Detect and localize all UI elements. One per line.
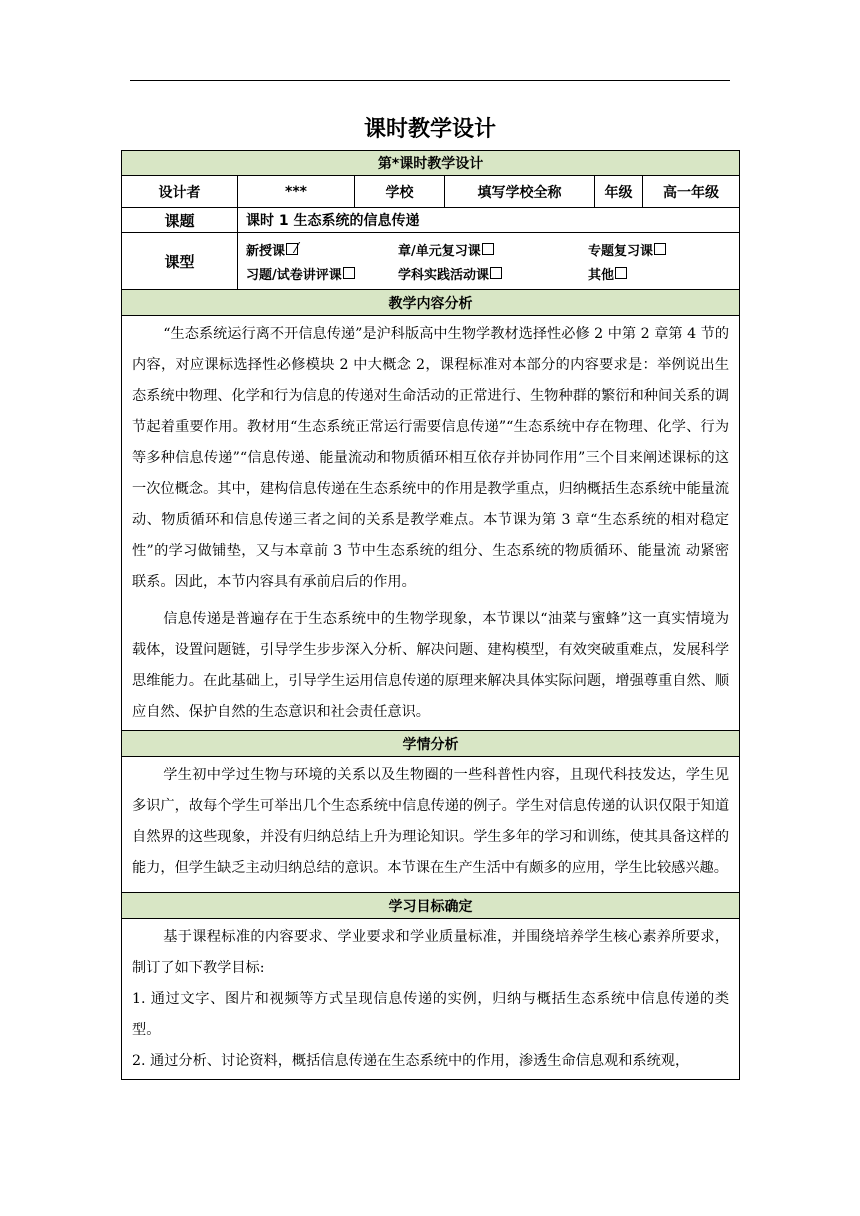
page-title: 课时教学设计 — [363, 117, 496, 142]
student-analysis-body — [122, 757, 740, 893]
checkbox-icon[interactable] — [654, 243, 666, 255]
topic-label: 课题 — [122, 208, 238, 233]
checkbox-checked-icon[interactable] — [286, 243, 298, 255]
type-option-review[interactable] — [398, 240, 588, 259]
checkbox-icon[interactable] — [615, 267, 627, 279]
school-value: 填写学校全称 — [445, 176, 595, 208]
goal-item-2: 2. 通过分析、讨论资料，概括信息传递在生态系统中的作用，渗透生命信息观和系统观， — [132, 1053, 690, 1069]
type-option-label: 专题复习课 — [588, 243, 654, 259]
checkbox-icon[interactable] — [482, 243, 494, 255]
content-analysis-paragraph-2: 信息传递是普遍存在于生态系统中的生物学现象，本节课以“油菜与蜜蜂”这一真实情境为载体，设置问题链，引导学生步步深入分析、解决问题、建构模型，有效突破重难点，发展科学思维能力。在此基础上，引导学生运用信息传递的原理来解决具体实际问题，增强尊重自然、顺应自然、保护自然的生态意识和社会责任意识。 — [132, 611, 730, 720]
checkbox-icon[interactable] — [343, 267, 355, 279]
goals-intro: 基于课程标准的内容要求、学业要求和学业质量标准，并围绕培养学生核心素养所要求，制订了如下教学目标: — [132, 929, 730, 976]
type-option-label: 其他 — [588, 267, 615, 283]
type-option-practice[interactable] — [398, 264, 588, 283]
type-option-new[interactable] — [238, 240, 398, 259]
grade-label: 年级 — [595, 176, 643, 208]
type-option-other[interactable] — [588, 264, 718, 283]
type-option-label: 新授课 — [246, 243, 286, 259]
school-label: 学校 — [355, 176, 445, 208]
content-analysis-body — [122, 316, 740, 731]
table-header: 第*课时教学设计 — [122, 151, 740, 176]
type-option-label: 章/单元复习课 — [398, 243, 481, 259]
type-option-topic-review[interactable] — [588, 240, 718, 259]
type-option-exercise[interactable] — [238, 264, 398, 283]
student-analysis-paragraph: 学生初中学过生物与环境的关系以及生物圈的一些科普性内容，且现代科技发达，学生见多识广，故每个学生可举出几个生态系统中信息传递的例子。学生对信息传递的认识仅限于知道自然界的这些现象，并没有归纳总结上升为理论知识。学生多年的学习和训练，使其具备这样的能力，但学生缺乏主动归纳总结的意识。本节课在生产生活中有颇多的应用，学生比较感兴趣。 — [132, 767, 730, 876]
type-label: 课型 — [122, 233, 238, 290]
goals-heading: 学习目标确定 — [122, 893, 740, 919]
type-option-label: 学科实践活动课 — [398, 267, 490, 283]
student-analysis-heading: 学情分析 — [122, 731, 740, 757]
header-rule — [130, 80, 730, 81]
grade-value: 高一年级 — [643, 176, 740, 208]
type-options — [238, 233, 740, 290]
topic-value: 课时 1 生态系统的信息传递 — [238, 208, 740, 233]
goal-item-1: 1. 通过文字、图片和视频等方式呈现信息传递的实例，归纳与概括生态系统中信息传递的类型。 — [132, 991, 730, 1038]
content-analysis-paragraph-1: “生态系统运行离不开信息传递”是沪科版高中生物学教材选择性必修 2 中第 2 章第 4 节的内容，对应课标选择性必修模块 2 中大概念 2，课程标准对本部分的内容要求是：举例说出生态系统中物理、化学和行为信息的传递对生命活动的正常进行、生物种群的繁衍和种间关系的调节起着重要作用。教材用“生态系统正常运行需要信息传递”“生态系统中存在物理、化学、行为等多种信息传递”“信息传递、能量流动和物质循环相互依存并协同作用”三个目来阐述课标的这 一次位概念。其中，建构信息传递在生态系统中的作用是教学重点，归纳概括生态系统中能量流动、物质循环和信息传递三者之间的关系是教学难点。本节课为第 3 章“生态系统的相对稳定性”的学习做铺垫，又与本章前 3 节中生态系统的组分、生态系统的物质循环、能量流 动紧密联系。因此，本节内容具有承前启后的作用。 — [132, 326, 730, 590]
designer-value: *** — [238, 176, 355, 208]
designer-label: 设计者 — [122, 176, 238, 208]
checkbox-icon[interactable] — [490, 267, 502, 279]
type-option-label: 习题/试卷讲评课 — [246, 267, 342, 283]
goals-body — [122, 919, 740, 1080]
content-analysis-heading: 教学内容分析 — [122, 290, 740, 316]
lesson-design-table — [121, 150, 740, 1080]
